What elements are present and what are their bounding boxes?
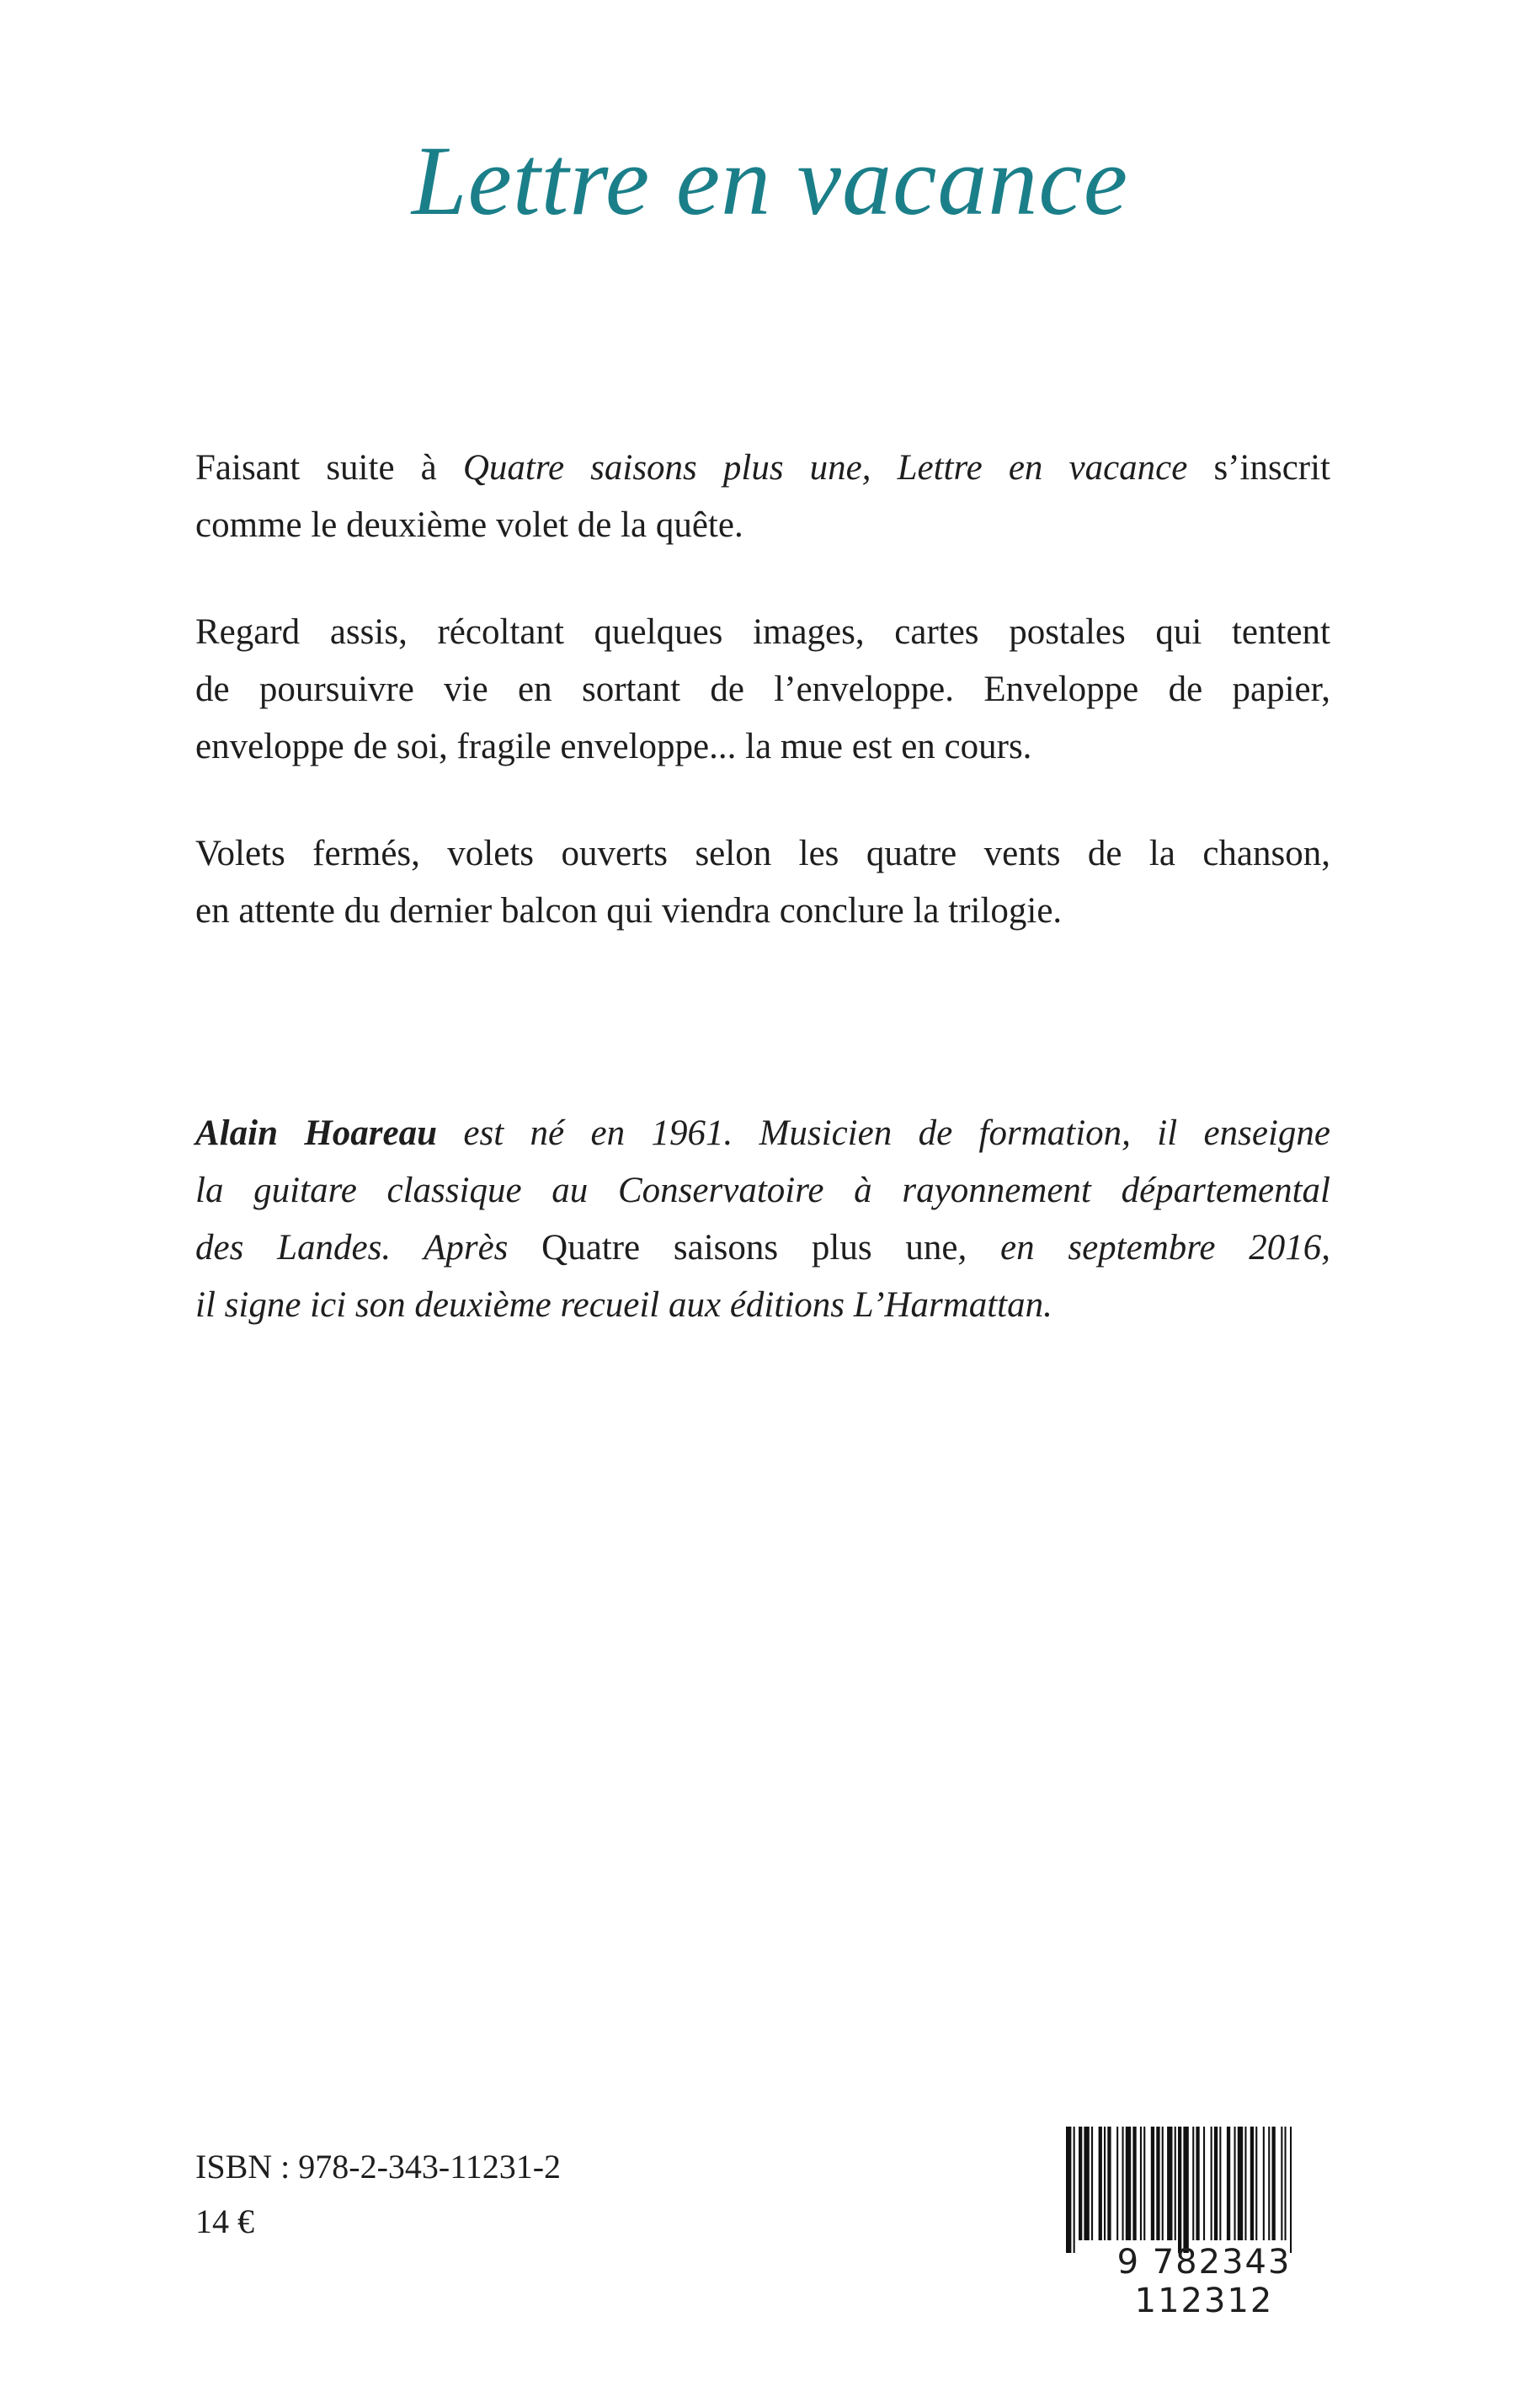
- barcode-bar: [1196, 2127, 1199, 2240]
- blurb-paragraph-3: [195, 825, 1330, 940]
- barcode-bar: [1219, 2127, 1221, 2240]
- blurb-paragraph-2-line-3: enveloppe de soi, fragile enveloppe... la mue est en cours.: [195, 727, 1032, 766]
- barcode-bar: [1074, 2127, 1075, 2253]
- barcode-bar: [1156, 2127, 1159, 2240]
- barcode-bar: [1084, 2127, 1089, 2240]
- barcode-bar: [1140, 2127, 1142, 2240]
- barcode-bar: [1167, 2127, 1172, 2240]
- text-segment: des Landes. Après: [195, 1228, 542, 1268]
- barcode-bar: [1255, 2127, 1257, 2240]
- blurb-paragraph-3-line-1: Volets fermés, volets ouverts selon les quatre vents de la chanson,: [195, 834, 1330, 873]
- italic-titles: Quatre saisons plus une, Lettre en vacance: [462, 448, 1188, 488]
- barcode-bar: [1263, 2127, 1265, 2240]
- barcode-bar: [1079, 2127, 1082, 2240]
- barcode-bar: [1234, 2127, 1236, 2240]
- barcode-bar: [1126, 2127, 1131, 2240]
- barcode-bar: [1175, 2127, 1176, 2240]
- blurb-paragraph-1-line-1: [195, 440, 1330, 497]
- barcode-bar: [1066, 2127, 1071, 2253]
- author-bio-line-2: la guitare classique au Conservatoire à rayonnement départemental: [195, 1171, 1330, 1210]
- barcode-bar: [1214, 2127, 1218, 2240]
- barcode-bar: [1290, 2127, 1292, 2253]
- barcode-bar: [1091, 2127, 1093, 2240]
- barcode-digits: 9 782343 112312: [1116, 2243, 1292, 2320]
- barcode-bar: [1162, 2127, 1164, 2240]
- blurb-paragraph-1-line-2: comme le deuxième volet de la quête.: [195, 505, 743, 545]
- barcode-bar: [1132, 2127, 1136, 2240]
- barcode-bar: [1203, 2127, 1205, 2240]
- price: 14 €: [195, 2202, 254, 2240]
- author-bio-line-3: [195, 1220, 1330, 1277]
- barcode-bar: [1143, 2127, 1145, 2240]
- book-title: Lettre en vacance: [411, 125, 1129, 236]
- barcode-bar: [1238, 2127, 1243, 2240]
- isbn: ISBN : 978-2-343-11231-2: [195, 2148, 562, 2186]
- barcode-bar: [1122, 2127, 1124, 2240]
- text-segment: , en septembre 2016,: [957, 1228, 1330, 1268]
- barcode-bar: [1268, 2127, 1270, 2240]
- barcode-bar: [1192, 2127, 1194, 2240]
- text-segment: est né en 1961. Musicien de formation, il enseigne: [437, 1113, 1330, 1153]
- barcode-bar: [1099, 2127, 1102, 2240]
- barcode-bar: [1227, 2127, 1230, 2240]
- blurb-paragraph-3-line-2: en attente du dernier balcon qui viendra conclure la trilogie.: [195, 891, 1063, 931]
- blurb-paragraph-1: [195, 440, 1330, 554]
- text-segment: Faisant suite à: [195, 448, 463, 488]
- author-bio-line-4: il signe ici son deuxième recueil aux éditions L’Harmattan.: [195, 1285, 1052, 1325]
- author-bio: [195, 1105, 1330, 1334]
- blurb-paragraph-2-line-1: Regard assis, récoltant quelques images, cartes postales qui tentent: [195, 612, 1330, 652]
- barcode-bars: [1063, 2127, 1346, 2253]
- barcode-bar: [1244, 2127, 1246, 2240]
- author-name: Alain Hoareau: [195, 1113, 438, 1153]
- previous-book-title: Quatre saisons plus une: [541, 1228, 958, 1268]
- author-bio-line-1: [195, 1105, 1330, 1162]
- barcode-bar: [1107, 2127, 1111, 2240]
- blurb-paragraph-2: [195, 604, 1330, 776]
- barcode-bar: [1151, 2127, 1154, 2240]
- barcode: [1063, 2127, 1346, 2320]
- barcode-bar: [1211, 2127, 1212, 2240]
- barcode-bar: [1183, 2127, 1188, 2253]
- barcode-bar: [1178, 2127, 1181, 2253]
- text-segment: s’inscrit: [1187, 448, 1330, 488]
- barcode-bar: [1104, 2127, 1106, 2240]
- blurb-paragraph-2-line-2: de poursuivre vie en sortant de l’enveloppe. Enveloppe de papier,: [195, 670, 1330, 709]
- barcode-bar: [1285, 2127, 1287, 2240]
- barcode-bar: [1250, 2127, 1254, 2240]
- barcode-bar: [1116, 2127, 1118, 2240]
- barcode-bar: [1272, 2127, 1276, 2240]
- barcode-bar: [1281, 2127, 1282, 2240]
